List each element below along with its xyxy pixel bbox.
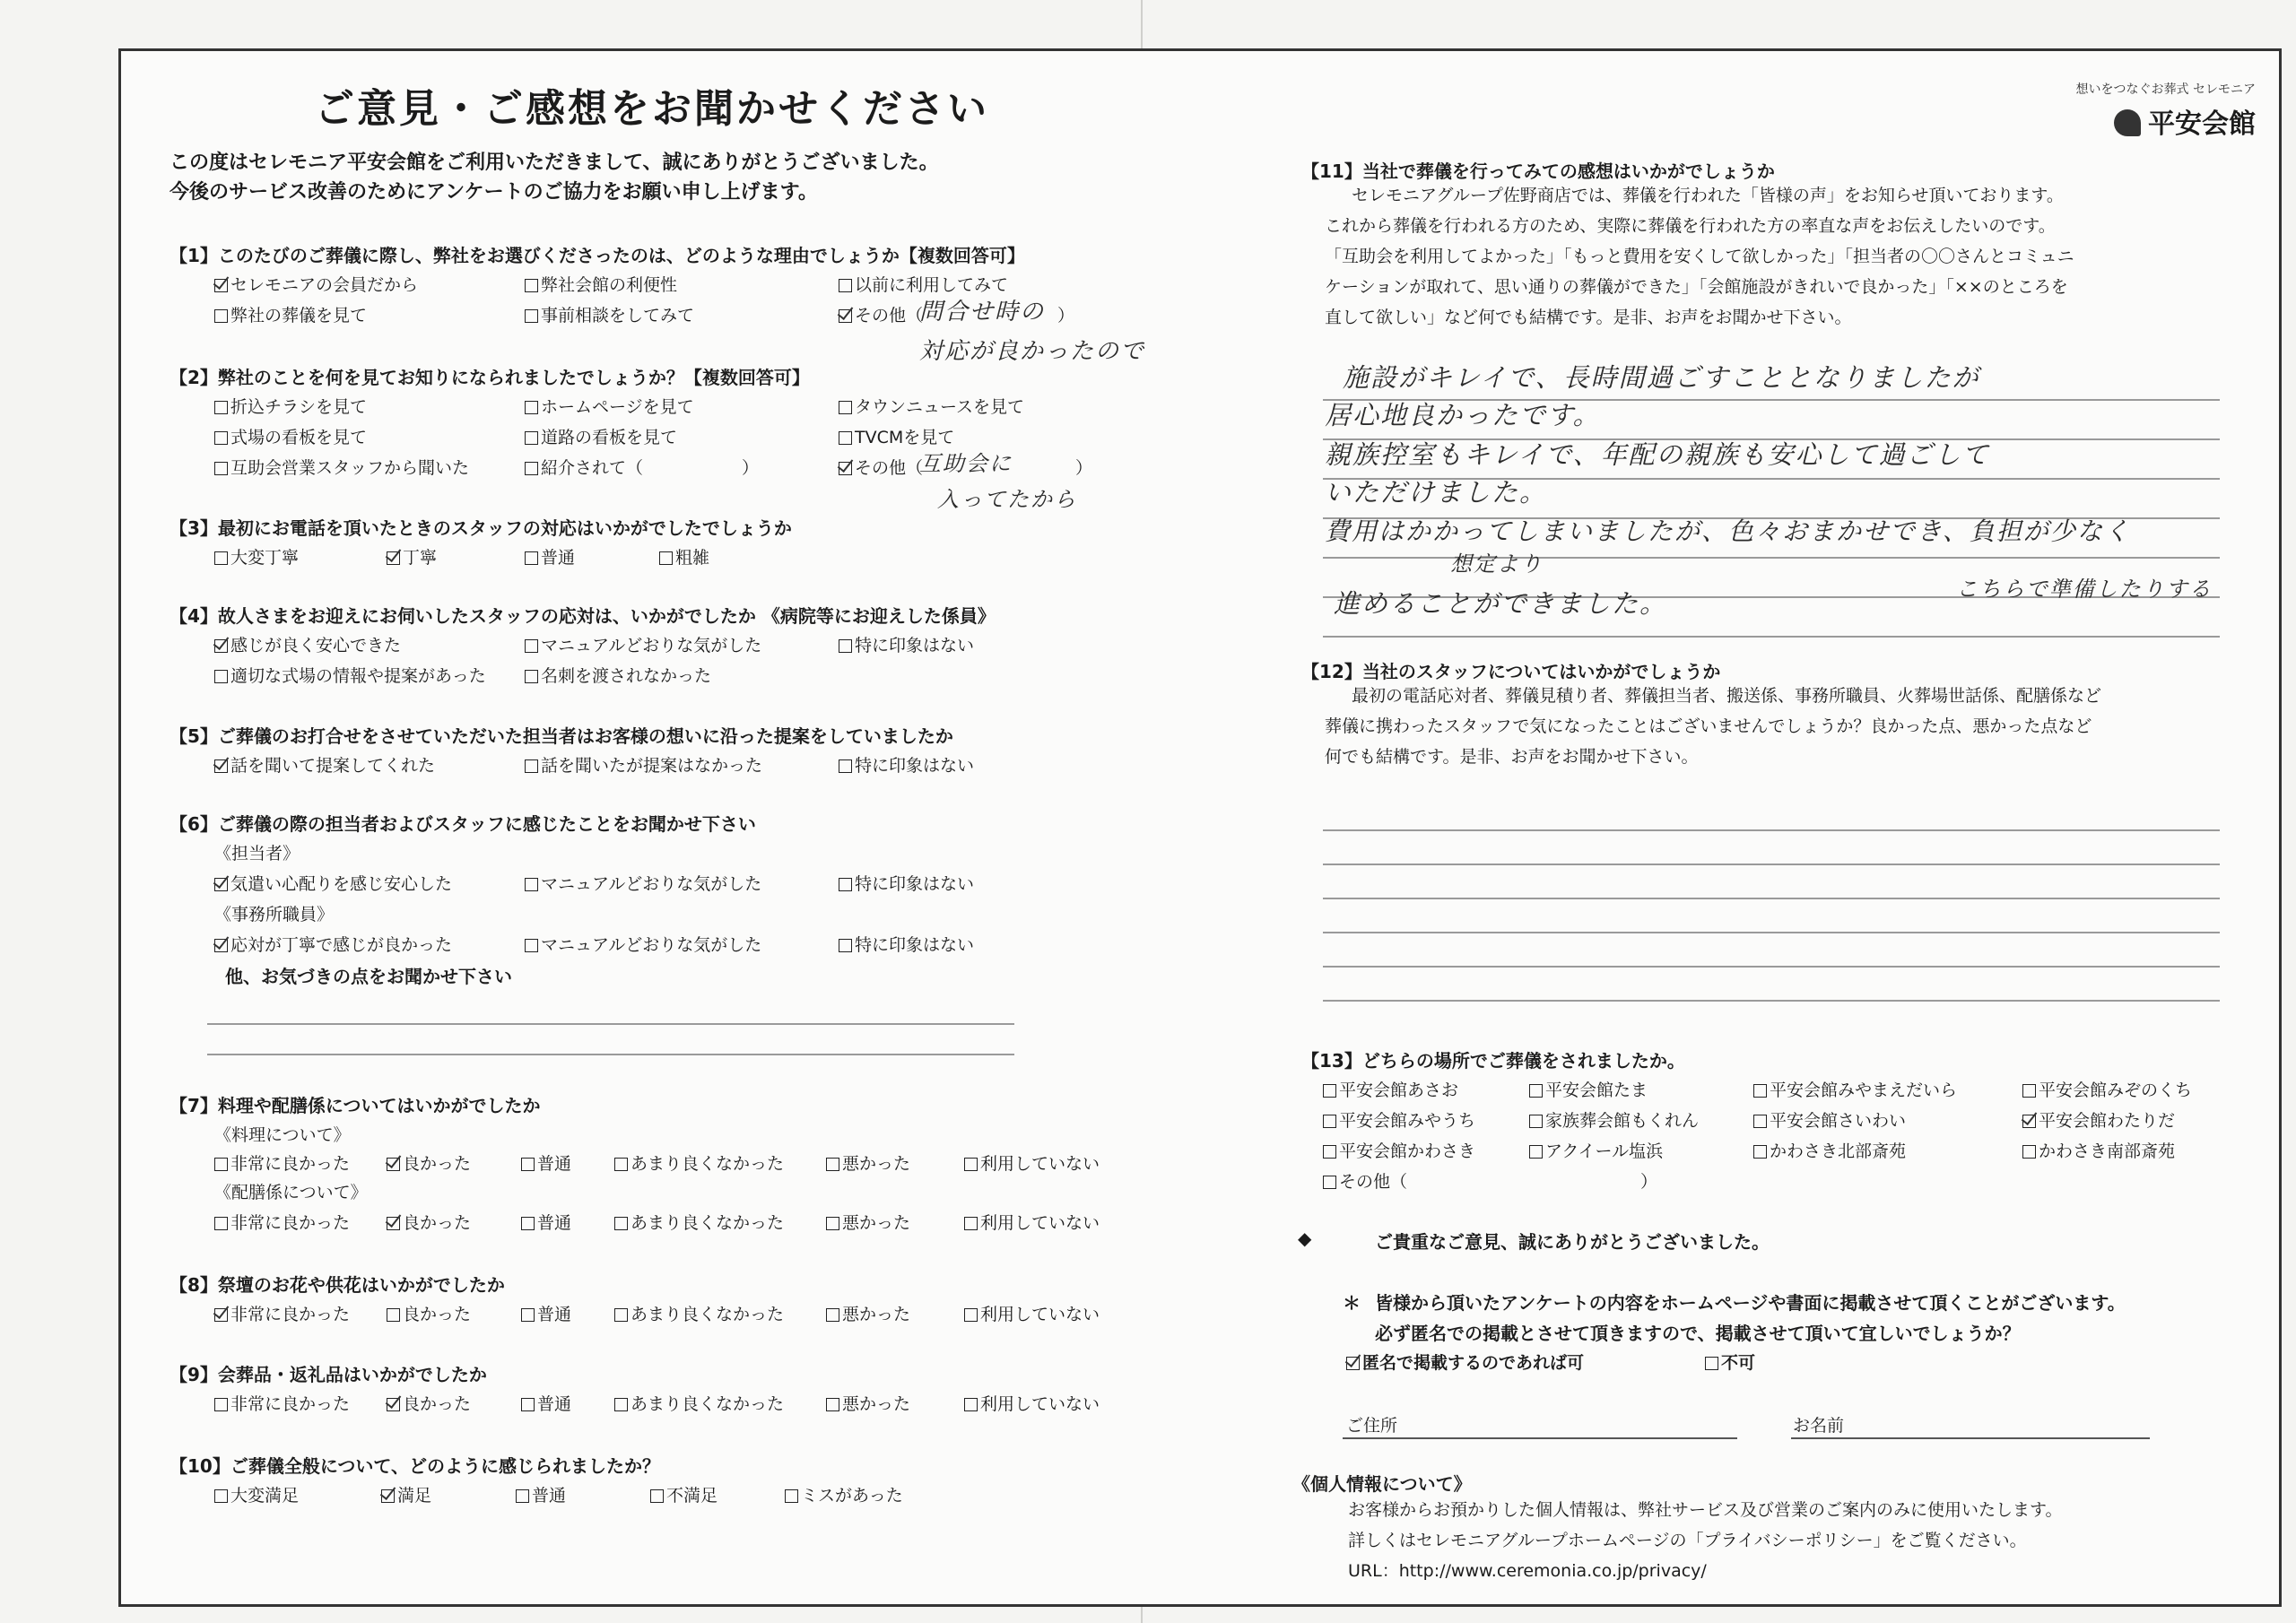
q6-opt-manual[interactable]: マニュアルどおりな気がした (525, 871, 761, 895)
q6-opt-caring[interactable]: 気遣い心配りを感じ安心した (214, 871, 452, 895)
q6-opt-office-polite[interactable]: 応対が丁寧で感じが良かった (214, 932, 452, 956)
q5-opt-listened[interactable]: 話を聞いて提案してくれた (214, 752, 435, 777)
checkbox[interactable] (521, 1398, 535, 1411)
q13-opt-wataruda[interactable]: 平安会館わたりだ (2022, 1107, 2175, 1132)
q2-opt-townnews[interactable]: タウンニュースを見て (839, 394, 1024, 418)
q7-sub-food: 《料理について》 (214, 1125, 351, 1145)
privacy-text: お客様からお預かりした個人情報は、弊社サービス及び営業のご案内のみに使用いたします。 詳しくはセレモニアグループホームページの「プライバシーポリシー」をご覧ください。 URL：http://www.ceremonia.co.jp/privacy/ (1348, 1495, 2062, 1586)
right-page (1262, 51, 2284, 1604)
checkbox[interactable] (964, 1217, 978, 1230)
checkbox[interactable] (1753, 1084, 1767, 1098)
q4-opt-proposal[interactable]: 適切な式場の情報や提案があった (214, 663, 486, 687)
checkbox[interactable] (1346, 1357, 1360, 1370)
checkbox[interactable] (525, 309, 538, 323)
q8-opt-1[interactable]: 非常に良かった (214, 1301, 350, 1325)
logo-name: 平安会館 (2148, 108, 2256, 140)
q7-food-opt-3[interactable]: 普通 (521, 1150, 571, 1175)
checkbox[interactable] (614, 1308, 628, 1322)
checkbox[interactable] (525, 431, 538, 445)
checkbox[interactable] (1529, 1145, 1543, 1159)
checkbox[interactable] (525, 639, 538, 653)
q7-server-opt-6[interactable]: 利用していない (964, 1210, 1100, 1234)
q9-label: 【9】会葬品・返礼品はいかがでしたか (170, 1364, 487, 1385)
thanks-text: ご貴重なご意見、誠にありがとうございました。 (1375, 1231, 1770, 1253)
checkbox[interactable] (387, 1217, 400, 1230)
checkbox[interactable] (2022, 1084, 2036, 1098)
checkbox[interactable] (614, 1217, 628, 1230)
checkbox[interactable] (214, 939, 228, 952)
q13-opt-south-saien[interactable]: かわさき南部斎苑 (2022, 1138, 2175, 1162)
checkbox[interactable] (964, 1308, 978, 1322)
checkbox[interactable] (1323, 1115, 1336, 1128)
privacy-url[interactable]: URL：http://www.ceremonia.co.jp/privacy/ (1348, 1561, 1707, 1581)
q9-opt-6[interactable]: 利用していない (964, 1391, 1100, 1415)
q13-opt-mokuren[interactable]: 家族葬会館もくれん (1529, 1107, 1699, 1132)
diamond-icon: ◆ (1298, 1228, 1312, 1249)
checkbox[interactable] (525, 279, 538, 292)
checkbox[interactable] (1529, 1084, 1543, 1098)
checkbox[interactable] (964, 1398, 978, 1411)
checkbox[interactable] (214, 1489, 228, 1503)
q3-opt-polite[interactable]: 丁寧 (387, 544, 437, 568)
q5-label: 【5】ご葬儀のお打合せをさせていただいた担当者はお客様の想いに沿った提案をしていましたか (170, 725, 953, 747)
address-field[interactable] (1343, 1437, 1737, 1439)
q7-food-opt-4[interactable]: あまり良くなかった (614, 1150, 784, 1175)
checkbox[interactable] (525, 401, 538, 414)
checkbox[interactable] (2022, 1145, 2036, 1159)
checkbox[interactable] (214, 401, 228, 414)
checkbox[interactable] (785, 1489, 798, 1503)
q11-handwritten-3: 親族控室もキレイで、年配の親族も安心して過ごして (1325, 439, 1990, 470)
q12-text: 最初の電話応対者、葬儀見積り者、葬儀担当者、搬送係、事務所職員、火葬場世話係、配膳係など 葬儀に携わったスタッフで気になったことはございませんでしょうか？良かった点、悪かった点など 何でも結構です。是非、お声をお聞かせ下さい。 (1325, 686, 2102, 767)
checkbox[interactable] (826, 1158, 839, 1171)
checkbox[interactable] (214, 1217, 228, 1230)
checkbox[interactable] (1753, 1115, 1767, 1128)
q7-food-opt-1[interactable]: 非常に良かった (214, 1150, 350, 1175)
write-line[interactable] (1323, 1000, 2220, 1002)
q1-handwritten-1: 問合せ時の (919, 299, 1046, 325)
checkbox[interactable] (964, 1158, 978, 1171)
q7-food-opt-2[interactable]: 良かった (387, 1150, 471, 1175)
q11-handwritten-4: いただけました。 (1325, 477, 1548, 508)
q4-opt-good[interactable]: 感じが良く安心できた (214, 632, 401, 656)
checkbox[interactable] (214, 1158, 228, 1171)
q1-opt-previous[interactable]: 以前に利用してみて (839, 272, 1008, 296)
q11-handwritten-7: 進めることができました。 (1334, 588, 1668, 619)
checkbox[interactable] (521, 1308, 535, 1322)
notice-text-2: 必ず匿名での掲載とさせて頂きますので、掲載させて頂いて宜しいでしょうか？ (1375, 1323, 2021, 1344)
q13-opt-shiohama[interactable]: アクイール塩浜 (1529, 1138, 1663, 1162)
write-line[interactable] (1323, 966, 2220, 968)
q10-opt-3[interactable]: 普通 (516, 1482, 566, 1506)
q6-opt-office-manual[interactable]: マニュアルどおりな気がした (525, 932, 761, 956)
q4-label: 【4】故人さまをお迎えにお伺いしたスタッフの応対は、いかがでしたか 《病院等にお迎えした係員》 (170, 605, 996, 627)
name-field[interactable] (1791, 1437, 2150, 1439)
q9-opt-1[interactable]: 非常に良かった (214, 1391, 350, 1415)
write-line[interactable] (1323, 898, 2220, 899)
q9-opt-3[interactable]: 普通 (521, 1391, 571, 1415)
logo-mark-icon (2114, 109, 2141, 136)
address-label: ご住所 (1346, 1416, 1398, 1436)
checkbox[interactable] (839, 279, 852, 292)
q1-handwritten-2: 対応が良かったので (919, 338, 1146, 365)
checkbox[interactable] (214, 639, 228, 653)
q10-opt-2[interactable]: 満足 (381, 1482, 431, 1506)
q13-opt-saiwai[interactable]: 平安会館さいわい (1753, 1107, 1906, 1132)
checkbox[interactable] (839, 878, 852, 891)
q6-label: 【6】ご葬儀の際の担当者およびスタッフに感じたことをお聞かせ下さい (170, 813, 756, 835)
q13-opt-other[interactable]: その他（ ） (1323, 1168, 1657, 1193)
q8-label: 【8】祭壇のお花や供花はいかがでしたか (170, 1274, 505, 1296)
checkbox[interactable] (521, 1217, 535, 1230)
checkbox[interactable] (839, 401, 852, 414)
checkbox[interactable] (659, 551, 673, 565)
q2-opt-referral[interactable]: 紹介されて（ ） (525, 455, 759, 479)
left-page (121, 51, 1233, 1604)
q7-food-opt-5[interactable]: 悪かった (826, 1150, 910, 1175)
checkbox[interactable] (1753, 1145, 1767, 1159)
checkbox[interactable] (826, 1217, 839, 1230)
consent-allow[interactable]: 匿名で掲載するのであれば可 (1346, 1350, 1584, 1374)
q11-label: 【11】当社で葬儀を行ってみての感想はいかがでしょうか (1301, 161, 1775, 182)
checkbox[interactable] (826, 1308, 839, 1322)
q7-server-opt-1[interactable]: 非常に良かった (214, 1210, 350, 1234)
checkbox[interactable] (214, 670, 228, 683)
q8-opt-3[interactable]: 普通 (521, 1301, 571, 1325)
checkbox[interactable] (525, 939, 538, 952)
q8-opt-2[interactable]: 良かった (387, 1301, 471, 1325)
privacy-title: 《個人情報について》 (1292, 1473, 1472, 1495)
q10-opt-4[interactable]: 不満足 (650, 1482, 718, 1506)
q1-label: 【1】このたびのご葬儀に際し、弊社をお選びくださったのは、どのような理由でしょうか【複数回答可】 (170, 245, 1025, 266)
q11-handwritten-6: 想定より (1450, 551, 1544, 577)
write-line[interactable] (1323, 829, 2220, 831)
q3-opt-rude[interactable]: 粗雑 (659, 544, 709, 568)
checkbox[interactable] (839, 462, 852, 475)
checkbox[interactable] (214, 551, 228, 565)
q1-opt-convenience[interactable]: 弊社会館の利便性 (525, 272, 677, 296)
checkbox[interactable] (614, 1158, 628, 1171)
checkbox[interactable] (2022, 1115, 2036, 1128)
checkbox[interactable] (381, 1489, 395, 1503)
q10-opt-5[interactable]: ミスがあった (785, 1482, 903, 1506)
q11-text: セレモニアグループ佐野商店では、葬儀を行われた「皆様の声」をお知らせ頂いております。 これから葬儀を行われる方のため、実際に葬儀を行われた方の率直な声をお伝えしたいのです。 「互助会を利用してよかった」「もっと費用を安くして欲しかった」「担当者の〇〇さんとコミュニ ケーションが取れて、思い通りの葬儀ができた」「会館施設がきれいで良かった」「××のところを 直して欲しい」など何でも結構です。是非、お声をお聞かせ下さい。 (1325, 186, 2074, 327)
q13-opt-miyamaedaira[interactable]: 平安会館みやまえだいら (1753, 1077, 1957, 1101)
checkbox[interactable] (839, 309, 852, 323)
q13-opt-kawasaki[interactable]: 平安会館かわさき (1323, 1138, 1475, 1162)
logo (2076, 80, 2256, 141)
checkbox[interactable] (1323, 1176, 1336, 1189)
checkbox[interactable] (214, 878, 228, 891)
notice-text-1: 皆様から頂いたアンケートの内容をホームページや書面に掲載させて頂くことがございます。 (1375, 1292, 2126, 1314)
q2-handwritten-1: 互助会に (919, 451, 1013, 476)
q1-opt-member[interactable]: セレモニアの会員だから (214, 272, 418, 296)
checkbox[interactable] (214, 462, 228, 475)
q2-opt-hall-sign[interactable]: 式場の看板を見て (214, 424, 367, 448)
checkbox[interactable] (214, 759, 228, 773)
q7-food-opt-6[interactable]: 利用していない (964, 1150, 1100, 1175)
checkbox[interactable] (214, 1308, 228, 1322)
checkbox[interactable] (525, 462, 538, 475)
q5-opt-no-proposal[interactable]: 話を聞いたが提案はなかった (525, 752, 762, 777)
checkbox[interactable] (525, 878, 538, 891)
q2-label: 【2】弊社のことを何を見てお知りになられましたでしょうか？【複数回答可】 (170, 367, 810, 388)
checkbox[interactable] (516, 1489, 529, 1503)
q2-opt-sales-staff[interactable]: 互助会営業スタッフから聞いた (214, 455, 469, 479)
q11-handwritten-2: 居心地良かったです。 (1325, 400, 1601, 430)
q1-opt-consult[interactable]: 事前相談をしてみて (525, 302, 694, 326)
q13-label: 【13】どちらの場所でご葬儀をされましたか。 (1301, 1050, 1685, 1072)
checkbox[interactable] (214, 1398, 228, 1411)
q6-sub-staff: 《担当者》 (214, 844, 300, 864)
q7-sub-server: 《配膳係について》 (214, 1183, 368, 1202)
q2-opt-tvcm[interactable]: TVCMを見て (839, 424, 954, 448)
q7-server-opt-3[interactable]: 普通 (521, 1210, 571, 1234)
q10-opt-1[interactable]: 大変満足 (214, 1482, 299, 1506)
q13-opt-tama[interactable]: 平安会館たま (1529, 1077, 1648, 1101)
checkbox[interactable] (387, 1308, 400, 1322)
q7-server-opt-5[interactable]: 悪かった (826, 1210, 910, 1234)
q1-opt-seen-funeral[interactable]: 弊社の葬儀を見て (214, 302, 367, 326)
q11-handwritten-1: 施設がキレイで、長時間過ごすこととなりましたが (1343, 362, 1980, 393)
checkbox[interactable] (1529, 1115, 1543, 1128)
write-line[interactable] (207, 1023, 1014, 1025)
q2-opt-road-sign[interactable]: 道路の看板を見て (525, 424, 677, 448)
write-line[interactable] (1323, 636, 2220, 638)
q13-opt-asao[interactable]: 平安会館あさお (1323, 1077, 1458, 1101)
q11-handwritten-5: 費用はかかってしまいましたが、色々おまかせでき、負担が少なく (1325, 516, 2131, 546)
q4-opt-manual[interactable]: マニュアルどおりな気がした (525, 632, 761, 656)
write-line[interactable] (1323, 932, 2220, 933)
checkbox[interactable] (839, 759, 852, 773)
q10-label: 【10】ご葬儀全般について、どのように感じられましたか？ (170, 1455, 661, 1477)
checkbox[interactable] (614, 1398, 628, 1411)
checkbox[interactable] (826, 1398, 839, 1411)
q6-other-label: 他、お気づきの点をお聞かせ下さい (225, 966, 512, 987)
checkbox[interactable] (214, 279, 228, 292)
q3-opt-very-polite[interactable]: 大変丁寧 (214, 544, 299, 568)
q2-handwritten-2: 入ってたから (937, 487, 1077, 512)
q3-opt-normal[interactable]: 普通 (525, 544, 575, 568)
name-label: お名前 (1793, 1416, 1845, 1436)
checkbox[interactable] (1323, 1145, 1336, 1159)
q7-server-opt-4[interactable]: あまり良くなかった (614, 1210, 784, 1234)
q3-label: 【3】最初にお電話を頂いたときのスタッフの対応はいかがでしたでしょうか (170, 517, 792, 539)
checkbox[interactable] (214, 431, 228, 445)
checkbox[interactable] (525, 551, 538, 565)
checkbox[interactable] (525, 759, 538, 773)
checkbox[interactable] (525, 670, 538, 683)
q13-opt-miyauchi[interactable]: 平安会館みやうち (1323, 1107, 1475, 1132)
checkbox[interactable] (521, 1158, 535, 1171)
intro-text: この度はセレモニア平安会館をご利用いただきまして、誠にありがとうございました。 今後のサービス改善のためにアンケートのご協力をお願い申し上げます。 (170, 152, 939, 204)
q8-opt-6[interactable]: 利用していない (964, 1301, 1100, 1325)
write-line[interactable] (207, 1054, 1014, 1055)
q12-label: 【12】当社のスタッフについてはいかがでしょうか (1301, 661, 1721, 682)
write-line[interactable] (1323, 864, 2220, 865)
q4-opt-no-impression[interactable]: 特に印象はない (839, 632, 974, 656)
q1-opt-other[interactable]: その他（ ） (839, 302, 1074, 326)
q13-opt-mizonokuchi[interactable]: 平安会館みぞのくち (2022, 1077, 2192, 1101)
q7-label: 【7】料理や配膳係についてはいかがでしたか (170, 1095, 541, 1116)
q5-opt-no-impression[interactable]: 特に印象はない (839, 752, 974, 777)
q2-opt-other[interactable]: その他（ ） (839, 455, 1092, 479)
logo-tagline: 想いをつなぐお葬式 セレモニア (2075, 82, 2256, 97)
consent-deny[interactable]: 不可 (1705, 1350, 1755, 1374)
q8-opt-4[interactable]: あまり良くなかった (614, 1301, 784, 1325)
q2-opt-flyer[interactable]: 折込チラシを見て (214, 394, 367, 418)
checkbox[interactable] (839, 939, 852, 952)
survey-form (118, 48, 2282, 1607)
q7-server-opt-2[interactable]: 良かった (387, 1210, 471, 1234)
q13-opt-north-saien[interactable]: かわさき北部斎苑 (1753, 1138, 1906, 1162)
q6-opt-no-impression[interactable]: 特に印象はない (839, 871, 974, 895)
checkbox[interactable] (1323, 1084, 1336, 1098)
checkbox[interactable] (650, 1489, 664, 1503)
q2-opt-homepage[interactable]: ホームページを見て (525, 394, 694, 418)
q9-opt-5[interactable]: 悪かった (826, 1391, 910, 1415)
q9-opt-4[interactable]: あまり良くなかった (614, 1391, 784, 1415)
q4-opt-no-card[interactable]: 名刺を渡されなかった (525, 663, 711, 687)
checkbox[interactable] (839, 431, 852, 445)
q6-sub-office: 《事務所職員》 (214, 905, 335, 924)
q11-handwritten-8: こちらで準備したりする (1956, 577, 2213, 602)
q6-opt-office-no-impression[interactable]: 特に印象はない (839, 932, 974, 956)
page-title: ご意見・ご感想をお聞かせください (315, 86, 989, 132)
checkbox[interactable] (387, 551, 400, 565)
checkbox[interactable] (214, 309, 228, 323)
checkbox[interactable] (387, 1398, 400, 1411)
checkbox[interactable] (839, 639, 852, 653)
checkbox[interactable] (387, 1158, 400, 1171)
asterisk-icon: ＊ (1343, 1292, 1361, 1314)
q8-opt-5[interactable]: 悪かった (826, 1301, 910, 1325)
q9-opt-2[interactable]: 良かった (387, 1391, 471, 1415)
checkbox[interactable] (1705, 1357, 1718, 1370)
